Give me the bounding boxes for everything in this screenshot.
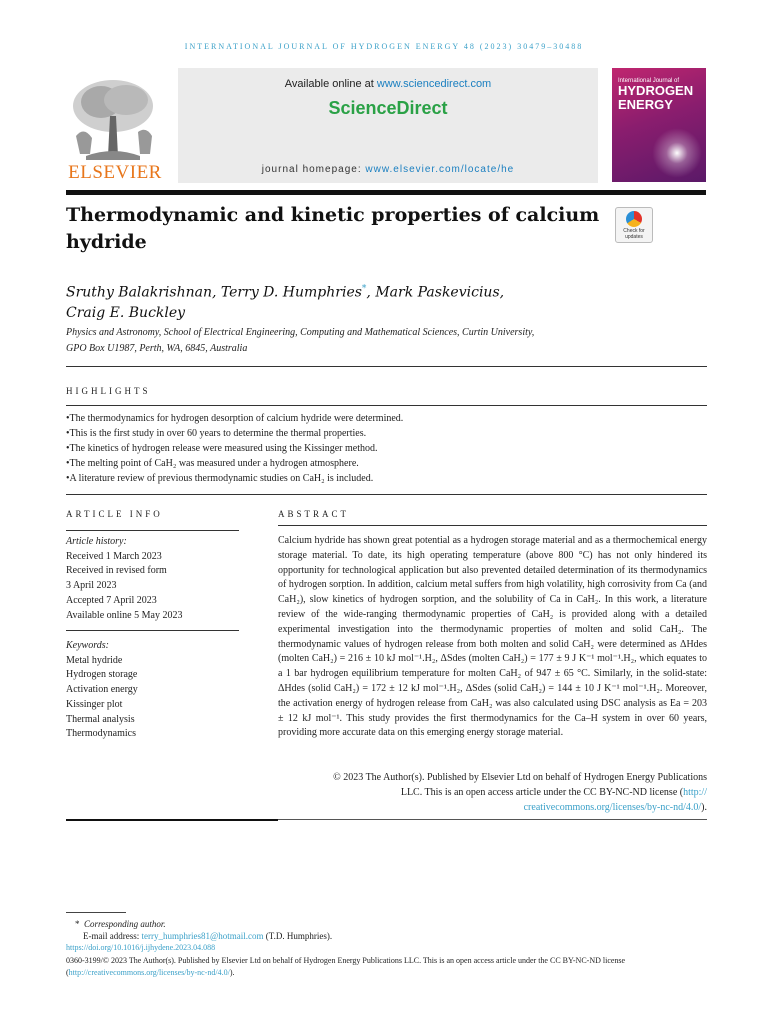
footnote-rule	[66, 912, 126, 913]
affiliation-line1: Physics and Astronomy, School of Electrical Engineering, Computing and Mathematical Sciences, Curtin University,	[66, 327, 535, 338]
history-item: Received 1 March 2023	[66, 550, 162, 562]
article-info-rule	[66, 530, 239, 531]
doi-link[interactable]: https://doi.org/10.1016/j.ijhydene.2023.04.088	[66, 943, 216, 952]
cover-title-line2: ENERGY	[618, 96, 673, 112]
license-link-part1[interactable]: http://	[683, 786, 707, 798]
history-item: 3 April 2023	[66, 580, 117, 592]
cover-small-title: International Journal of	[618, 78, 680, 84]
keyword-item: Hydrogen storage	[66, 669, 138, 681]
legal-license-link[interactable]: http://creativecommons.org/licenses/by-nc-nd/4.0/	[68, 968, 230, 977]
keyword-item: Metal hydride	[66, 654, 123, 666]
keywords-rule	[66, 630, 239, 631]
article-title: Thermodynamic and kinetic properties of calcium hydride	[66, 204, 600, 253]
check-updates-icon	[626, 211, 642, 227]
authors-line2: Craig E. Buckley	[66, 304, 186, 321]
homepage-link[interactable]: www.elsevier.com/locate/he	[365, 164, 515, 175]
article-history	[66, 535, 241, 623]
highlight-item: • The melting point of CaH₂ was measured under a hydrogen atmosphere.	[66, 456, 706, 471]
authors-line1-a: Sruthy Balakrishnan, Terry D. Humphries	[66, 284, 362, 301]
article-info-heading: ARTICLE INFO	[66, 509, 163, 519]
cover-title	[618, 78, 702, 112]
affiliation	[66, 325, 646, 357]
available-online-label: Available online at	[284, 78, 377, 90]
license-link-part2[interactable]: creativecommons.org/licenses/by-nc-nd/4.0/	[523, 801, 702, 813]
abstract-rule	[278, 525, 707, 526]
divider-rule	[66, 405, 707, 406]
copyright-line2: LLC. This is an open access article under the CC BY-NC-ND license (	[400, 786, 684, 798]
check-updates-label-2: updates	[625, 234, 643, 240]
available-online	[178, 78, 598, 90]
affiliation-line2: GPO Box U1987, Perth, WA, 6845, Australia	[66, 343, 248, 354]
divider-rule	[66, 494, 707, 495]
email-suffix: (T.D. Humphries).	[263, 931, 333, 941]
bottom-rule	[66, 819, 278, 821]
abstract-heading: ABSTRACT	[278, 509, 350, 519]
corresponding-author-mark[interactable]: *	[361, 284, 367, 294]
copyright-line1: © 2023 The Author(s). Published by Elsevier Ltd on behalf of Hydrogen Energy Publications	[333, 772, 707, 783]
journal-cover[interactable]	[612, 68, 706, 182]
sciencedirect-link[interactable]: www.sciencedirect.com	[376, 78, 492, 90]
keyword-item: Kissinger plot	[66, 698, 123, 710]
elsevier-logo[interactable]	[66, 76, 164, 184]
legal-end: ).	[229, 968, 235, 977]
legal-text: 0360-3199/© 2023 The Author(s). Published by Elsevier Ltd on behalf of Hydrogen Energy Publications LLC. This is an open access article under the CC BY-NC-ND license (	[66, 956, 626, 977]
history-item: Available online 5 May 2023	[66, 609, 183, 621]
authors-line1-b: , Mark Paskevicius,	[366, 284, 505, 301]
highlights-heading: HIGHLIGHTS	[66, 386, 151, 396]
email-note	[83, 930, 703, 942]
email-label: E-mail address:	[83, 931, 142, 941]
abstract-text: Calcium hydride has shown great potential as a hydrogen storage material and as a thermochemical energy storage material. To date, its high operating temperature (above 800 °C) has not only hindered its opportunity for technological application but also prevented detailed determination of its thermodynamics of hydrogen sorption. In addition, calcium metal suffers from high volatility, high corrosivity from Ca (and CaH₂), slow kinetics of hydrogen sorption, and the solubility of Ca in CaH₂. In this work, a literature review of the wide-ranging thermodynamic properties of CaH₂ is provided along with a detailed experimental investigation into the thermodynamic properties of molten and solid CaH₂. The thermodynamic values of hydrogen release from both molten and solid CaH₂ were determined as ΔHdes (molten CaH₂) = 216 ± 10 kJ mol⁻¹.H₂, ΔSdes (molten CaH₂) = 177 ± 9 J K⁻¹ mol⁻¹.H₂, which equates to a 1 bar hydrogen equilibrium temperature for molten CaH₂ of 947 ± 65 °C. Similarly, in the solid-state: ΔHdes (solid CaH₂) = 172 ± 12 kJ mol⁻¹.H₂, ΔSdes (solid CaH₂) = 144 ± 10 J K⁻¹ mol⁻¹.H₂. Moreover, the activation energy of hydrogen release from CaH₂ was also calculated using DSC analysis as Ea = 203 ± 12 kJ mol⁻¹. This study provides the first thermodynamics for the Ca–H system in over 60 years, providing more accurate data on this emerging energy storage material.	[278, 535, 707, 739]
history-item: Received in revised form	[66, 565, 167, 577]
homepage-label: journal homepage:	[261, 164, 366, 175]
highlights-list	[66, 411, 706, 486]
elsevier-tree-icon	[66, 76, 160, 164]
keyword-item: Thermal analysis	[66, 713, 135, 725]
keyword-item: Activation energy	[66, 684, 138, 696]
abstract-copyright	[278, 771, 707, 815]
corresponding-author-label: Corresponding author.	[84, 919, 166, 929]
history-item: Accepted 7 April 2023	[66, 594, 157, 606]
copyright-end: ).	[701, 801, 707, 813]
running-head: INTERNATIONAL JOURNAL OF HYDROGEN ENERGY 48 (2023) 30479–30488	[184, 42, 584, 51]
footnote-star: *	[75, 919, 80, 929]
divider-rule	[66, 366, 707, 367]
journal-homepage	[178, 164, 598, 175]
publisher-name: ELSEVIER	[68, 162, 162, 183]
check-updates-label-1: Check for	[623, 228, 645, 234]
legal-notice	[66, 955, 710, 979]
bottom-rule	[278, 819, 707, 820]
cover-title-line1: HYDROGEN	[618, 83, 694, 99]
highlight-item: • The kinetics of hydrogen release were measured using the Kissinger method.	[66, 441, 706, 456]
highlight-item: • This is the first study in over 60 years to determine the thermal properties.	[66, 426, 706, 441]
check-for-updates-button[interactable]	[615, 207, 653, 243]
highlight-item: • A literature review of previous thermodynamic studies on CaH₂ is included.	[66, 471, 706, 486]
corresponding-author-note	[75, 918, 695, 930]
history-label: Article history:	[66, 536, 127, 547]
keyword-item: Thermodynamics	[66, 728, 136, 740]
sciencedirect-brand[interactable]: ScienceDirect	[328, 98, 448, 118]
author-email-link[interactable]: terry_humphries81@hotmail.com	[141, 931, 264, 941]
highlight-item: • The thermodynamics for hydrogen desorption of calcium hydride were determined.	[66, 411, 706, 426]
keywords	[66, 639, 241, 742]
cover-glow	[652, 128, 702, 178]
keywords-label: Keywords:	[66, 640, 109, 651]
masthead-rule	[66, 190, 706, 195]
author-list	[66, 279, 626, 323]
journal-banner	[178, 68, 598, 183]
